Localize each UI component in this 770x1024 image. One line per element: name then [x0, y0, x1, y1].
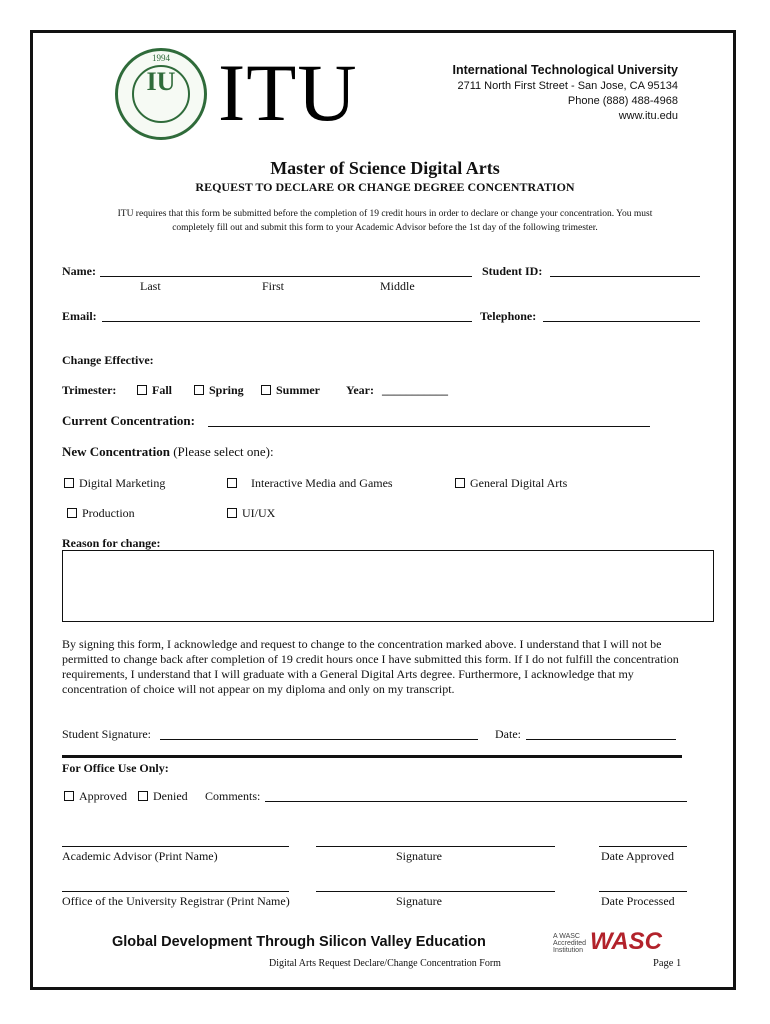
university-phone: Phone (888) 488-4968	[567, 95, 678, 107]
telephone-field[interactable]	[543, 321, 700, 322]
checkbox-icon[interactable]	[261, 385, 271, 395]
date-processed-field[interactable]	[599, 891, 687, 892]
new-concentration-heading	[62, 444, 274, 460]
checkbox-icon[interactable]	[64, 478, 74, 488]
page-subtitle: REQUEST TO DECLARE OR CHANGE DEGREE CONCENTRATION	[195, 180, 575, 194]
trimester-summer[interactable]	[261, 383, 320, 398]
student-signature-field[interactable]	[160, 739, 478, 740]
registrar-name-label: Office of the University Registrar (Print Name)	[62, 894, 290, 908]
year-label: Year:	[346, 383, 374, 397]
registrar-signature-field[interactable]	[316, 891, 555, 892]
registrar-name-field[interactable]	[62, 891, 289, 892]
year-field[interactable]: ___________	[382, 383, 448, 397]
seal-monogram: IU	[146, 67, 176, 96]
name-part-first: First	[262, 279, 285, 293]
wasc-logo: WASC	[590, 928, 662, 955]
page-title: Master of Science Digital Arts	[270, 158, 500, 178]
seal-year: 1994	[152, 53, 170, 63]
date-field[interactable]	[526, 739, 676, 740]
new-concentration-hint: (Please select one):	[173, 444, 274, 459]
approved-label: Approved	[79, 789, 127, 803]
checkbox-icon[interactable]	[455, 478, 465, 488]
reason-textbox[interactable]	[62, 550, 714, 622]
registrar-signature-label: Signature	[396, 894, 442, 908]
checkbox-icon[interactable]	[64, 791, 74, 801]
trimester-label: Trimester:	[62, 383, 117, 397]
option-label: Production	[82, 506, 135, 520]
checkbox-icon[interactable]	[137, 385, 147, 395]
university-website[interactable]: www.itu.edu	[618, 110, 678, 122]
university-seal	[115, 48, 207, 140]
option-label: General Digital Arts	[470, 476, 568, 490]
student-signature-label: Student Signature:	[62, 727, 151, 741]
new-concentration-label: New Concentration	[62, 444, 170, 459]
option-interactive-media[interactable]	[227, 476, 393, 491]
email-field[interactable]	[102, 321, 472, 322]
trimester-spring[interactable]	[194, 383, 244, 398]
email-label: Email:	[62, 309, 97, 323]
current-concentration-label: Current Concentration:	[62, 413, 195, 428]
acknowledgement-text: By signing this form, I acknowledge and request to change to the concentration marked above. I understand that I will not be permitted to change back after completion of 19 credit hours once I have submitted this form. If I do not fulfill the concentration requirements, I understand that I will graduate with a General Digital Arts degree. Furthermore, I acknowledge that my concentration of choice will not appear on my diploma and only on my transcript.	[62, 637, 679, 696]
telephone-label: Telephone:	[480, 309, 537, 323]
form-name: Digital Arts Request Declare/Change Concentration Form	[269, 958, 501, 969]
intro-line-1: ITU requires that this form be submitted before the completion of 19 credit hours in order to declare or change your concentration. You must	[117, 209, 653, 219]
checkbox-icon[interactable]	[67, 508, 77, 518]
advisor-signature-label: Signature	[396, 849, 442, 863]
option-label: UI/UX	[242, 506, 276, 520]
name-part-middle: Middle	[380, 279, 415, 293]
date-processed-label: Date Processed	[601, 894, 675, 908]
option-digital-marketing[interactable]	[64, 476, 165, 491]
office-denied[interactable]	[138, 789, 188, 804]
option-label: Interactive Media and Games	[251, 476, 393, 490]
itu-logo: ITU	[218, 47, 358, 138]
change-effective-label: Change Effective:	[62, 353, 154, 367]
advisor-signature-field[interactable]	[316, 846, 555, 847]
intro-line-2: completely fill out and submit this form to your Academic Advisor before the 1st day of the following trimester.	[172, 223, 598, 233]
option-production[interactable]	[67, 506, 135, 521]
trimester-fall-label: Fall	[152, 383, 172, 397]
page-number: Page 1	[653, 958, 682, 969]
student-id-field[interactable]	[550, 276, 700, 277]
footer-tagline: Global Development Through Silicon Valley Education	[112, 934, 486, 950]
advisor-name-label: Academic Advisor (Print Name)	[62, 849, 218, 863]
option-label: Digital Marketing	[79, 476, 166, 490]
name-part-last: Last	[140, 279, 161, 293]
trimester-spring-label: Spring	[209, 383, 244, 397]
comments-label: Comments:	[205, 789, 261, 803]
university-name: International Technological University	[452, 63, 678, 77]
date-label: Date:	[495, 727, 521, 741]
checkbox-icon[interactable]	[138, 791, 148, 801]
date-approved-label: Date Approved	[601, 849, 674, 863]
accreditation-note: A WASC Accredited Institution	[553, 933, 587, 954]
option-ui-ux[interactable]	[227, 506, 275, 521]
name-label: Name:	[62, 264, 96, 278]
section-divider	[62, 755, 682, 758]
checkbox-icon[interactable]	[194, 385, 204, 395]
trimester-summer-label: Summer	[276, 383, 320, 397]
checkbox-icon[interactable]	[227, 508, 237, 518]
date-approved-field[interactable]	[599, 846, 687, 847]
student-id-label: Student ID:	[482, 264, 543, 278]
name-field[interactable]	[100, 276, 472, 277]
comments-field[interactable]	[265, 801, 687, 802]
office-use-heading: For Office Use Only:	[62, 761, 169, 775]
option-general-digital-arts[interactable]	[455, 476, 567, 491]
office-approved[interactable]	[64, 789, 127, 804]
advisor-name-field[interactable]	[62, 846, 289, 847]
university-address: 2711 North First Street - San Jose, CA 95134	[457, 80, 678, 92]
reason-label: Reason for change:	[62, 536, 161, 550]
current-concentration-field[interactable]	[208, 426, 650, 427]
trimester-fall[interactable]	[137, 383, 172, 398]
denied-label: Denied	[153, 789, 188, 803]
checkbox-icon[interactable]	[227, 478, 237, 488]
